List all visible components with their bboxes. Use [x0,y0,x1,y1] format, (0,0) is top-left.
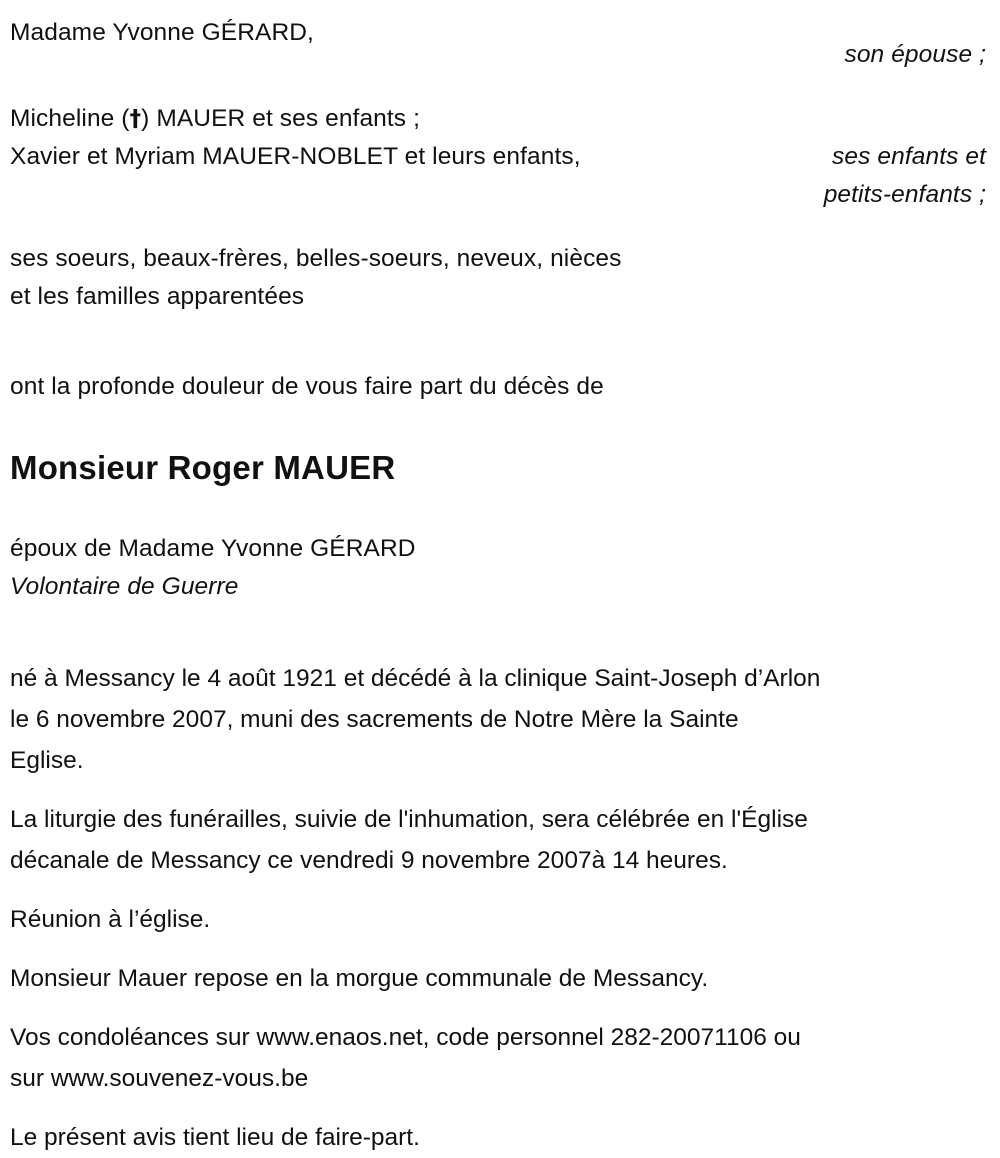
condolences-line-1: Vos condoléances sur www.enaos.net, code personnel 282-20071106 ou [10,1024,801,1051]
other-relatives-line-1: ses soeurs, beaux-frères, belles-soeurs, neveux, nièces [10,245,622,272]
relatives-row-children [10,100,992,214]
children-name-1-prefix: Micheline ( [10,105,130,132]
spouse-relation-label [844,14,992,74]
paragraph-gathering [10,899,992,940]
paragraph-repose [10,958,992,999]
relatives-spacer-1 [10,74,992,100]
children-names [10,100,581,176]
spouse-names [10,14,314,52]
closing-line: Le présent avis tient lieu de faire-part. [10,1124,420,1151]
liturgy-line-2: décanale de Messancy ce vendredi 9 novembre 2007à 14 heures. [10,847,728,874]
birth-death-line-3: Eglise. [10,747,84,774]
birth-death-line-2: le 6 novembre 2007, muni des sacrements de Notre Mère la Sainte [10,706,739,733]
deceased-spouse-line: époux de Madame Yvonne GÉRARD [10,535,416,562]
children-relation-label [824,100,992,214]
liturgy-line-1: La liturgie des funérailles, suivie de l'inhumation, sera célébrée en l'Église [10,806,808,833]
deceased-name: Monsieur Roger MAUER [10,449,396,486]
deceased-distinction: Volontaire de Guerre [10,573,239,600]
children-name-1-suffix: ) MAUER et ses enfants ; [141,105,420,132]
top-spacer [10,0,992,14]
relatives-row-spouse [10,14,992,74]
paragraph-birth-death [10,658,992,781]
other-relatives-line-2: et les familles apparentées [10,283,305,310]
children-name-line-2: Xavier et Myriam MAUER-NOBLET et leurs enfants, [10,143,581,170]
children-relation-text-2: petits-enfants ; [823,181,986,208]
announcement-spacer-name [10,406,992,446]
relatives-spacer-2 [10,214,992,240]
spouse-relation-text: son épouse ; [844,41,986,68]
relatives-block [10,0,992,316]
dagger-icon: † [129,106,142,132]
birth-death-line-1: né à Messancy le 4 août 1921 et décédé à la clinique Saint-Joseph d’Arlon [10,665,821,692]
condolences-line-2: sur www.souvenez-vous.be [10,1065,309,1092]
announcement-lead: ont la profonde douleur de vous faire part du décès de [10,373,604,400]
paragraph-condolences [10,1017,992,1099]
children-relation-text-1: ses enfants et [832,143,986,170]
gathering-line: Réunion à l’église. [10,906,211,933]
announcement-spacer-spouse [10,490,992,530]
paragraph-closing [10,1117,992,1158]
paragraph-liturgy [10,799,992,881]
repose-line: Monsieur Mauer repose en la morgue communale de Messancy. [10,965,709,992]
spouse-name-line: Madame Yvonne GÉRARD, [10,19,314,46]
children-name-line-1 [10,100,581,138]
details-spacer-top [10,606,992,658]
other-relatives [10,240,992,316]
announcement-spacer-top [10,316,992,368]
